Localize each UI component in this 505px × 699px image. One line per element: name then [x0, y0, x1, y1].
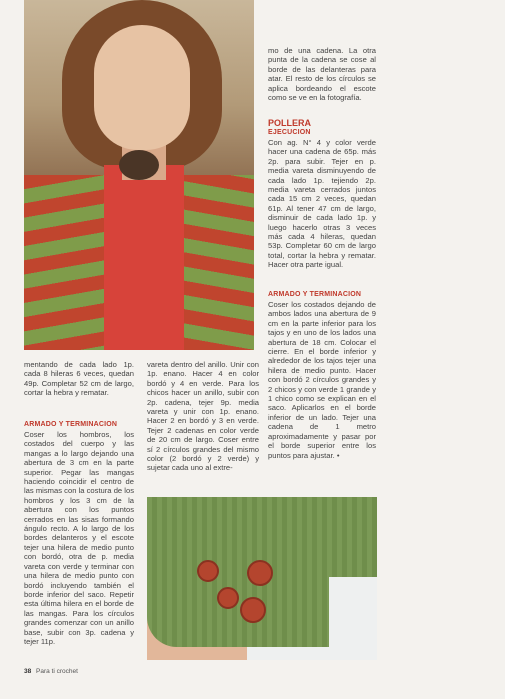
pollera-section: [268, 118, 376, 270]
crochet-circle: [240, 597, 266, 623]
armado-skirt-section: [268, 290, 376, 460]
pollera-text: Con ag. N° 4 y color verde hacer una cadena de 65p. más 2p. para subir. Tejer en p. media vareta disminuyendo de cada lado 1p. tejiendo 2p. media vareta cerrados juntos cada 15 cm 2 veces, quedan 61p. Al tener 47 cm de largo, disminuir de cada lado 1p. y luego hacerlo otras 3 veces más cada 4 hileras, quedan 53p. Completar 60 cm de largo total, cortar la hebra y rematar. Hacer otra parte igual.: [268, 138, 376, 270]
skirt-detail-photo: [147, 497, 377, 660]
paragraph-continuation: mo de una cadena. La otra punta de la cadena se cose al borde de las delanteras para atar. El resto de los círculos se aplica bordeando el escote como se ve en la fotografía.: [268, 46, 376, 103]
armado-jacket-section: [24, 420, 134, 646]
page-number: 38: [24, 668, 32, 675]
crochet-circle: [197, 560, 219, 582]
page-footer: [24, 668, 78, 675]
section-subtitle: EJECUCION: [268, 129, 311, 136]
armado-jacket-text: Coser los hombros, los costados del cuerpo y las mangas a lo largo dejando una abertura de 3 cm en la parte superior. Pegar las mangas haciendo coincidir el centro de las mismas con la costura de los hombros y los 3 cm de la abertura con los puntos cerrados en las sisas formando ángulo recto. A lo largo de los bordes delanteros y el escote tejer una hilera de medio punto con bordó, otra de p. media vareta con verde y terminar con una hilera de medio punto con bordó incluyendo también el borde inferior del saco. Repetir esta última hilera en el borde de las mangas. Para los círculos grandes comenzar con un anillo base, subir con 3p. cadena y tejer 11p.: [24, 430, 134, 646]
section-title: POLLERA: [268, 118, 312, 128]
crochet-circle: [217, 587, 239, 609]
paragraph-middle: vareta dentro del anillo. Unir con 1p. enano. Hacer 4 en color bordó y 4 en verde. Para los chicos hacer un anillo, subir con 2p. cadena, tejer 9p. media vareta y unir con 1p. enano. Hacer 2 en bordó y 3 en verde. Tejer 2 cadenas en color verde de 20 cm de largo. Coser entre sí 2 círculos grandes del mismo color (2 bordó y 2 verde) y sujetar cada uno al extre-: [147, 360, 259, 473]
model-photo: [24, 0, 254, 350]
section-title: ARMADO Y TERMINACION: [24, 421, 118, 428]
brooch-image: [119, 150, 159, 180]
crochet-circle: [247, 560, 273, 586]
paragraph-continuation-left: mentando de cada lado 1p. cada 8 hileras 6 veces, quedan 49p. Completar 52 cm de largo, cortar la hebra y rematar.: [24, 360, 134, 398]
magazine-name: Para ti crochet: [36, 668, 78, 675]
section-title: ARMADO Y TERMINACION: [268, 291, 362, 298]
armado-skirt-text: Coser los costados dejando de ambos lados una abertura de 9 cm en la parte inferior para los tajos y en uno de los lados una abertura de 18 cm. Colocar el cierre. En el borde inferior y alrededor de los tajos tejer una hilera de medio punto. Hacer con bordó 2 círculos grandes y 2 chicos y con verde 1 grande y 1 chico como se explican en el saco. Aplicarlos en el borde inferior de un lado. Tejer una cadena de 1 metro aproximadamente y pasar por el borde superior entre los puntos para ajustar.: [268, 300, 376, 460]
end-mark: •: [336, 450, 340, 460]
